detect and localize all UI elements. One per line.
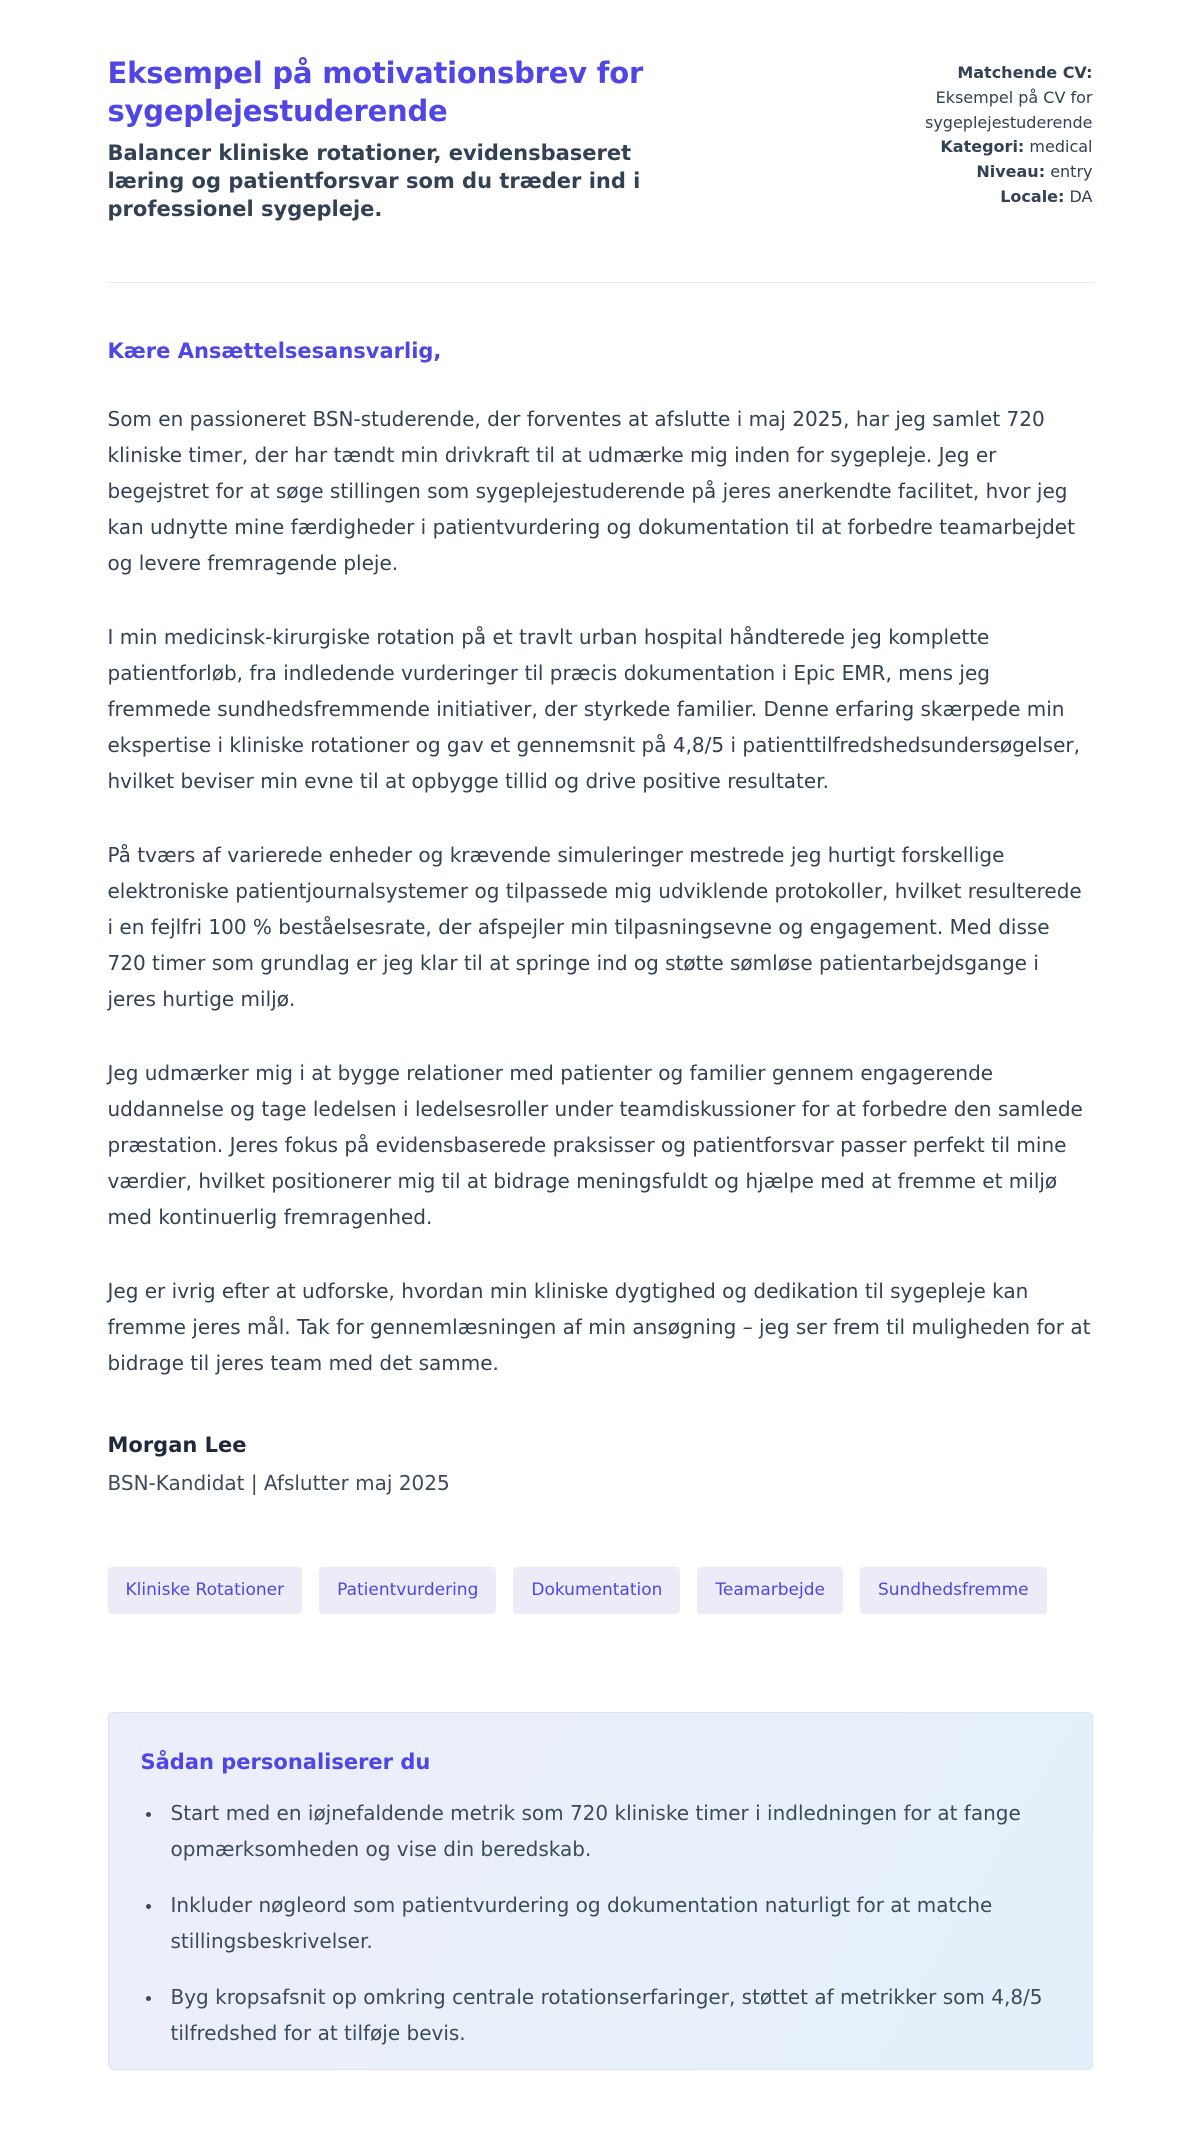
signature-title: BSN-Kandidat | Afslutter maj 2025 — [107, 1470, 450, 1495]
meta-locale-label: Locale: — [1000, 186, 1065, 206]
skill-tag: Teamarbejde — [697, 1567, 843, 1615]
letter-paragraph: Jeg udmærker mig i at bygge relationer med patienter og familier gennem engagerende uddannelse og tage ledelsen i ledelsesroller under teamdiskussioner for at forbedre den samlede præstation. Jeres fokus på evidensbaserede praksisser og patientforsvar passer perfekt til mine værdier, hvilket positionerer mig til at bidrage meningsfuldt og hjælpe med at fremme et miljø med kontinuerlig fremragenhed. — [107, 1060, 1083, 1229]
meta-locale — [793, 185, 1093, 210]
skill-tag: Patientvurdering — [319, 1567, 496, 1615]
letter-body — [108, 339, 1093, 1495]
tips-list — [141, 1795, 1056, 2051]
signature-name: Morgan Lee — [107, 1432, 247, 1457]
meta-level-value: entry — [1050, 162, 1093, 182]
meta-level-label: Niveau: — [976, 162, 1046, 182]
meta-category-value: medical — [1029, 137, 1093, 157]
meta-locale-value: DA — [1069, 186, 1093, 206]
tips-item: • Inkluder nøgleord som patientvurdering og dokumentation naturligt for at matche stillingsbeskrivelser. — [163, 1887, 1056, 1959]
letter-paragraph: I min medicinsk-kirurgiske rotation på et travlt urban hospital håndterede jeg komplette patientforløb, fra indledende vurderinger til præcis dokumentation i Epic EMR, mens jeg fremmede sundhedsfremmende initiativer, der styrkede familier. Denne erfaring skærpede min ekspertise i kliniske rotationer og gav et gennemsnit på 4,8/5 i patienttilfredshedsundersøgelser, hvilket beviser min evne til at opbygge tillid og drive positive resultater. — [107, 624, 1080, 793]
meta-matching-cv — [793, 61, 1093, 135]
meta-category-label: Kategori: — [940, 137, 1025, 157]
page-title: Eksempel på motivationsbrev for sygeplejestuderende — [107, 56, 644, 128]
skill-tag: Sundhedsfremme — [860, 1567, 1047, 1615]
letter-paragraph: På tværs af varierede enheder og krævende simuleringer mestrede jeg hurtigt forskellige elektroniske patientjournalsystemer og tilpassede mig udviklende protokoller, hvilket resulterede i en fejlfri 100 % beståelsesrate, der afspejler min tilpasningsevne og engagement. Med disse 720 timer som grundlag er jeg klar til at springe ind og støtte sømløse patientarbejdsgange i jeres hurtige miljø. — [107, 842, 1082, 1011]
skill-tag: Kliniske Rotationer — [108, 1567, 303, 1615]
meta-matching-cv-label: Matchende CV: — [957, 63, 1093, 82]
meta-level — [793, 160, 1093, 185]
page-header — [108, 55, 1093, 224]
letter-greeting: Kære Ansættelsesansvarlig, — [107, 338, 442, 363]
header-title-block — [108, 55, 668, 224]
letter-paragraph: Som en passioneret BSN-studerende, der forventes at afslutte i maj 2025, har jeg samlet 720 kliniske timer, der har tændt min drivkraft til at udmærke mig inden for sygepleje. Jeg er begejstret for at søge stillingen som sygeplejestuderende på jeres anerkendte facilitet, hvor jeg kan udnytte mine færdigheder i patientvurdering og dokumentation til at forbedre teamarbejdet og levere fremragende pleje. — [107, 406, 1075, 575]
personalization-tips-box — [108, 1712, 1093, 2069]
page-subtitle: Balancer kliniske rotationer, evidensbaseret læring og patientforsvar som du træder ind i professionel sygepleje. — [107, 141, 641, 221]
letter-paragraph: Jeg er ivrig efter at udforske, hvordan min kliniske dygtighed og dedikation til sygepleje kan fremme jeres mål. Tak for gennemlæsningen af min ansøgning – jeg ser frem til muligheden for at bidrage til jeres team med det samme. — [107, 1278, 1091, 1375]
meta-matching-cv-value: Eksempel på CV for sygeplejestuderende — [925, 87, 1093, 132]
tips-title: Sådan personaliserer du — [140, 1750, 431, 1775]
meta-category — [793, 135, 1093, 160]
skill-tags — [108, 1567, 1093, 1615]
header-divider — [108, 282, 1093, 283]
tips-item: • Start med en iøjnefaldende metrik som 720 kliniske timer i indledningen for at fange opmærksomheden og vise din beredskab. — [163, 1795, 1056, 1867]
cover-letter-page — [108, 0, 1093, 2153]
tips-item: • Byg kropsafsnit op omkring centrale rotationserfaringer, støttet af metrikker som 4,8/5 tilfredshed for at tilføje bevis. — [163, 1979, 1056, 2051]
skill-tag: Dokumentation — [513, 1567, 680, 1615]
document-meta — [793, 55, 1093, 210]
